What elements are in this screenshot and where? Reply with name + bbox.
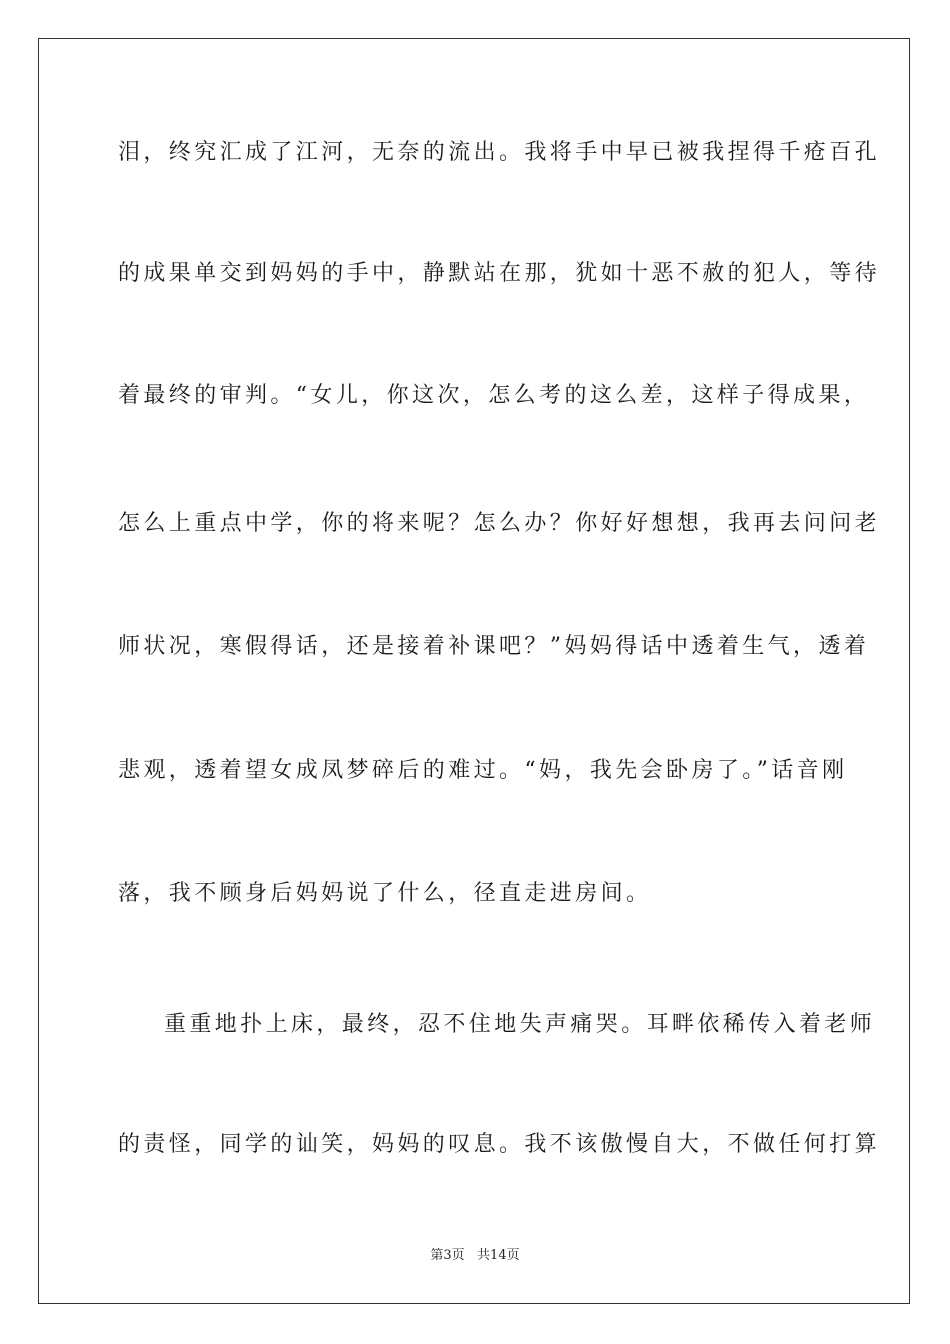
page-number-footer: 第3页 共14页	[430, 1248, 520, 1263]
paragraph-line: 师状况，寒假得话，还是接着补课吧？”妈妈得话中透着生气，透着	[118, 634, 870, 659]
paragraph-line: 着最终的审判。“女儿，你这次，怎么考的这么差，这样子得成果，	[118, 383, 870, 408]
page-border	[38, 38, 910, 1304]
paragraph-line: 怎么上重点中学，你的将来呢？怎么办？你好好想想，我再去问问老	[118, 511, 881, 536]
paragraph-line: 的责怪，同学的讪笑，妈妈的叹息。我不该傲慢自大，不做任何打算	[118, 1132, 881, 1157]
paragraph-first-line: 重重地扑上床，最终，忍不住地失声痛哭。耳畔依稀传入着老师	[164, 1012, 876, 1037]
paragraph-line: 泪，终究汇成了江河，无奈的流出。我将手中早已被我捏得千疮百孔	[118, 140, 881, 165]
paragraph-line: 的成果单交到妈妈的手中，静默站在那，犹如十恶不赦的犯人，等待	[118, 261, 881, 286]
paragraph-line: 悲观，透着望女成凤梦碎后的难过。“妈，我先会卧房了。”话音刚	[118, 758, 848, 783]
paragraph-line: 落，我不顾身后妈妈说了什么，径直走进房间。	[118, 881, 652, 906]
